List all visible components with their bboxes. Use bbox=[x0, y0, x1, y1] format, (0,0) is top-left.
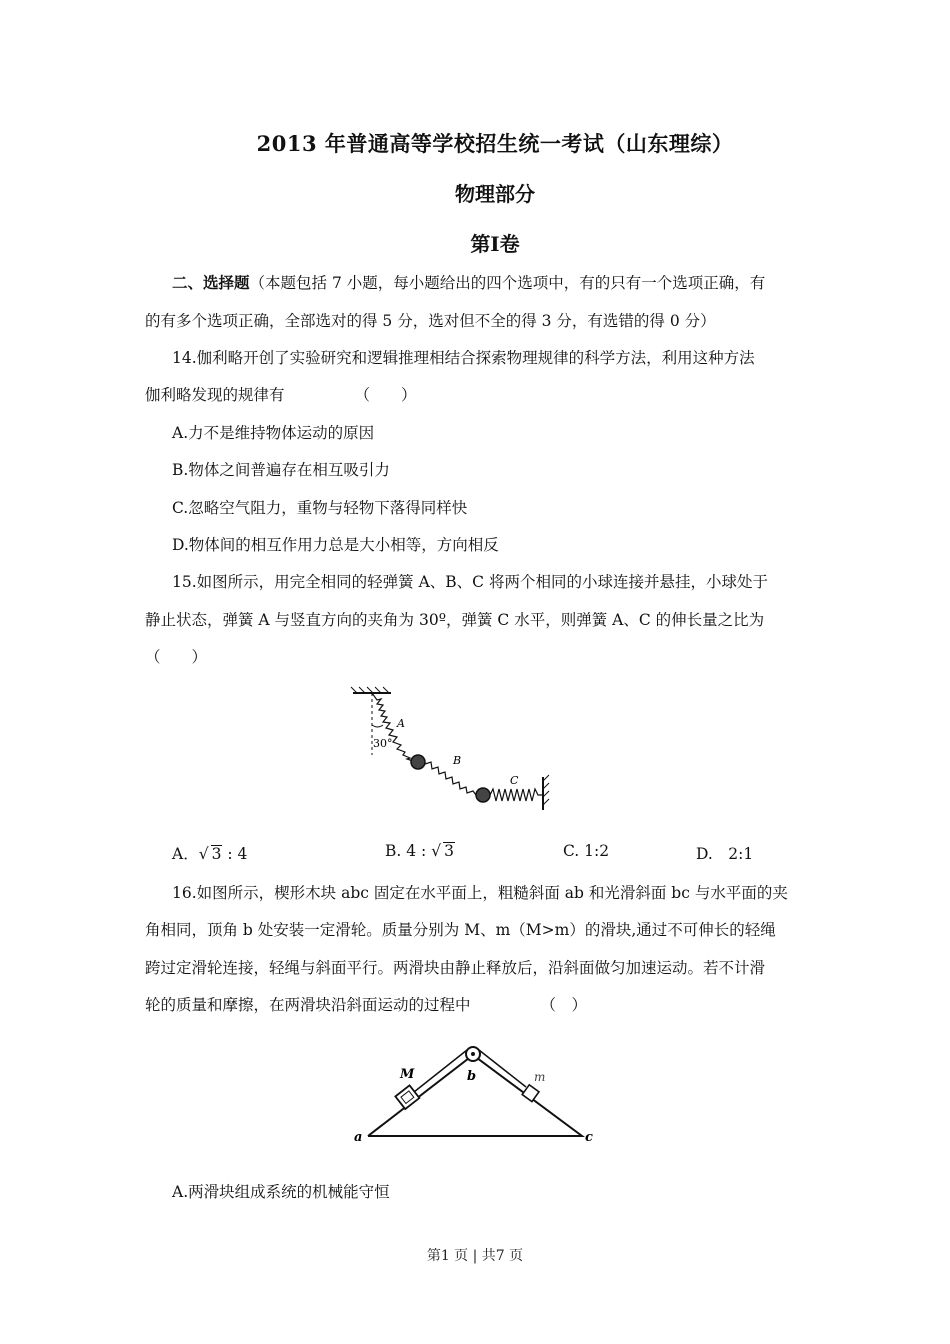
q14-option-d: D.物体间的相互作用力总是大小相等，方向相反 bbox=[172, 536, 499, 554]
page-footer: 第1 页 | 共7 页 bbox=[426, 1248, 524, 1264]
q16-line4-text: 轮的质量和摩擦，在两滑块沿斜面运动的过程中 bbox=[145, 996, 471, 1014]
q15-line3: （ ） bbox=[145, 648, 208, 666]
q15-option-d: D. 2:1 bbox=[696, 845, 754, 863]
q16-label-a: a bbox=[354, 1130, 363, 1145]
q16-label-M: M bbox=[400, 1067, 415, 1082]
q15-ball-2 bbox=[476, 788, 490, 802]
q16-line2: 角相同，顶角 b 处安装一定滑轮。质量分别为 M、m（M>m）的滑块,通过不可伸长的轻绳 bbox=[145, 921, 776, 939]
q14-answer-paren: （ ） bbox=[354, 386, 417, 404]
q15-angle-label: 30° bbox=[373, 737, 393, 750]
q16-wedge-figure bbox=[340, 1040, 610, 1150]
q16-option-a: A.两滑块组成系统的机械能守恒 bbox=[172, 1183, 390, 1201]
q14-line2-text: 伽利略发现的规律有 bbox=[145, 386, 285, 404]
q14-option-a: A.力不是维持物体运动的原因 bbox=[172, 424, 375, 442]
q15-ball-1 bbox=[411, 755, 425, 769]
q15-option-a: A．√ 3 : 4 bbox=[172, 845, 248, 863]
q16-line1: 16.如图所示，楔形木块 abc 固定在水平面上，粗糙斜面 ab 和光滑斜面 bc 与水平面的夹 bbox=[172, 884, 788, 902]
q16-block-m bbox=[522, 1085, 539, 1102]
q16-answer-paren: （ ） bbox=[540, 996, 588, 1014]
q14-option-c: C.忽略空气阻力，重物与轻物下落得同样快 bbox=[172, 499, 468, 517]
section-intro-line2: 的有多个选项正确，全部选对的得 5 分，选对但不全的得 3 分，有选错的得 0 分） bbox=[145, 312, 716, 330]
section-intro-line1 bbox=[172, 273, 837, 293]
exam-title: 2013 年普通高等学校招生统一考试（山东理综） bbox=[256, 131, 734, 156]
q16-line3: 跨过定滑轮连接，轻绳与斜面平行。两滑块由静止释放后，沿斜面做匀加速运动。若不计滑 bbox=[145, 959, 766, 977]
q15-option-c: C. 1:2 bbox=[563, 842, 610, 860]
q15-label-c: C bbox=[510, 774, 519, 787]
exam-subtitle: 物理部分 bbox=[455, 182, 535, 206]
q16-label-m: m bbox=[534, 1070, 546, 1084]
q15-label-a: A bbox=[397, 717, 405, 730]
q14-option-b: B.物体之间普遍存在相互吸引力 bbox=[172, 461, 390, 479]
volume-heading: 第I卷 bbox=[470, 232, 520, 256]
q15-line2: 静止状态，弹簧 A 与竖直方向的夹角为 30º，弹簧 C 水平，则弹簧 A、C 的伸长量之比为 bbox=[145, 611, 765, 629]
q15-option-b: B. 4 : √ 3 bbox=[385, 842, 454, 860]
section-heading: 二、选择题 bbox=[172, 273, 250, 292]
q16-block-M bbox=[395, 1085, 419, 1109]
q15-spring-figure bbox=[345, 685, 565, 810]
section-intro-text: （本题包括 7 小题，每小题给出的四个选项中，有的只有一个选项正确，有 bbox=[249, 274, 766, 292]
q15-line1: 15.如图所示，用完全相同的轻弹簧 A、B、C 将两个相同的小球连接并悬挂，小球处于 bbox=[172, 573, 768, 591]
q16-label-b: b bbox=[467, 1069, 477, 1084]
q14-line2 bbox=[145, 385, 810, 405]
q16-line4 bbox=[145, 995, 810, 1015]
q15-label-b: B bbox=[453, 754, 462, 767]
q14-line1: 14.伽利略开创了实验研究和逻辑推理相结合探索物理规律的科学方法，利用这种方法 bbox=[172, 349, 755, 367]
q16-label-c: c bbox=[585, 1130, 593, 1145]
